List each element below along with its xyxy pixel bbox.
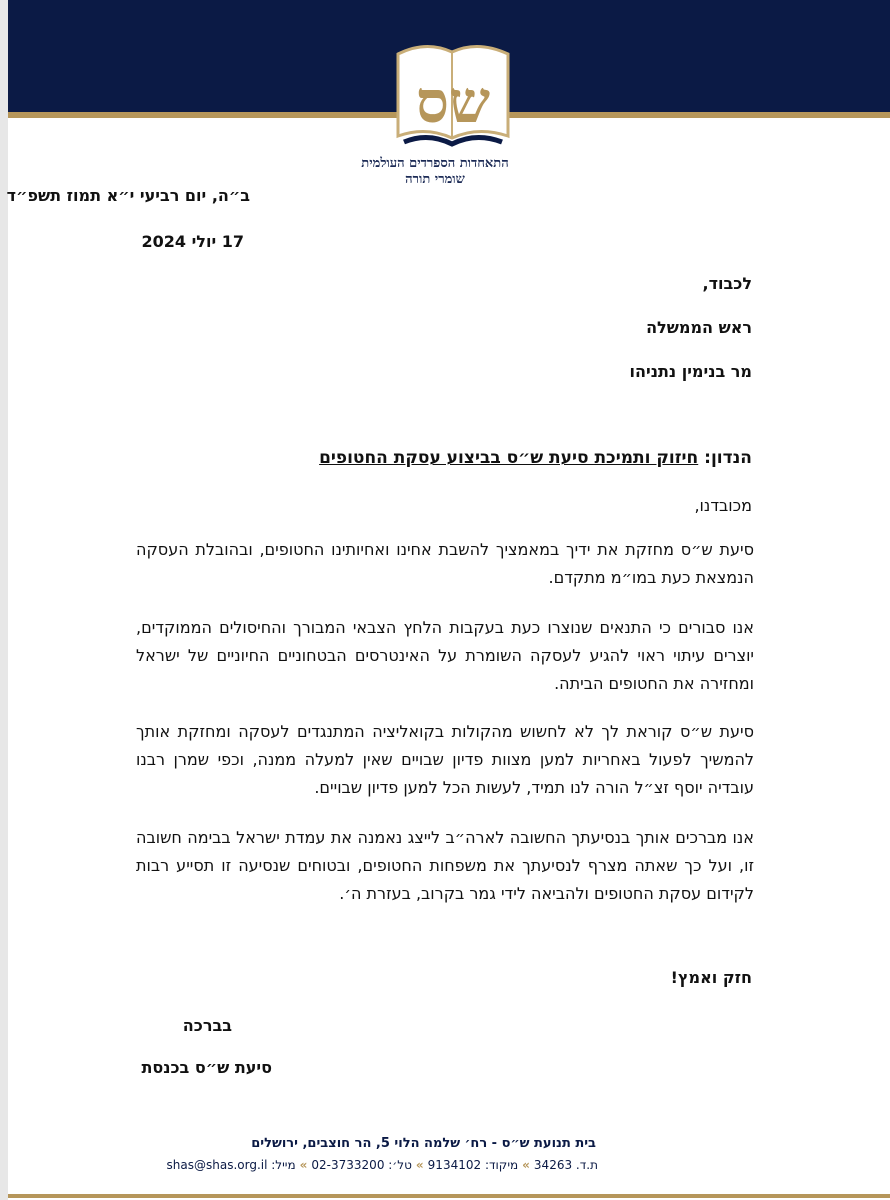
- subject-prefix: הנדון:: [704, 448, 752, 468]
- shas-logo: [388, 36, 518, 156]
- footer-email: מייל: shas@shas.org.il: [166, 1158, 296, 1172]
- greeting: מכובדנו,: [694, 496, 752, 515]
- footer-po-box: ת.ד. 34263: [533, 1158, 598, 1172]
- blessing: בברכה: [182, 1016, 232, 1035]
- page-edge: [0, 0, 8, 1200]
- footer-contact: [167, 1158, 598, 1172]
- recipient-name: מר בנימין נתניהו: [629, 362, 752, 381]
- recipient-title: ראש הממשלה: [646, 318, 752, 337]
- hebrew-date: ב״ה, יום רביעי י״א תמוז תשפ״ד: [6, 186, 250, 205]
- subject-text: חיזוק ותמיכת סיעת ש״ס בביצוע עסקת החטופים: [319, 448, 699, 468]
- body-paragraph: סיעת ש״ס קוראת לך לא לחשוש מהקולות בקואליציה המתנגדים לעסקה ומחזקת אותך להמשיך לפעול באחריות למען מצוות פדיון שבויים שאין למעלה ממנה, וכפי שמרן רבנו עובדיה יוסף זצ״ל הורה לנו תמיד, לעשות הכל למען פדיון שבויים.: [136, 722, 754, 797]
- footer-phone: טל׳: 02-3733200: [311, 1158, 412, 1172]
- body-paragraph: אנו סבורים כי התנאים שנוצרו כעת בעקבות הלחץ הצבאי המבורך והחיסולים הממוקדים, יוצרים עיתוי ראוי להגיע לעסקה השומרת על האינטרסים הבטחוניים החיוניים של ישראל ומחזירה את החטופים הביתה.: [136, 618, 754, 693]
- subject-line: [319, 448, 752, 468]
- separator-icon: »: [299, 1158, 308, 1172]
- footer-address: בית תנועת ש״ס - רח׳ שלמה הלוי 5, הר חוצבים, ירושלים: [251, 1136, 596, 1151]
- separator-icon: »: [415, 1158, 424, 1172]
- closing-line: חזק ואמץ!: [670, 968, 752, 987]
- footer-gold-stripe: [8, 1194, 890, 1198]
- signature: סיעת ש״ס בכנסת: [141, 1058, 272, 1077]
- footer-zip: מיקוד: 9134102: [427, 1158, 519, 1172]
- org-name-line1: התאחדות הספרדים העולמית: [361, 156, 509, 171]
- gregorian-date: 17 יולי 2024: [141, 232, 244, 251]
- org-name-line2: שומרי תורה: [405, 172, 465, 187]
- separator-icon: »: [522, 1158, 530, 1172]
- recipient-salutation: לכבוד,: [702, 274, 752, 293]
- body-paragraph: סיעת ש״ס מחזקת את ידיך במאמציך להשבת אחינו ואחיותינו החטופים, ובהובלת העסקה הנמצאת כעת במו״מ מתקדם.: [136, 540, 754, 587]
- body-paragraph: אנו מברכים אותך בנסיעתך החשובה לארה״ב לייצג נאמנה את עמדת ישראל בבימה חשובה זו, ועל כך שאתה מצרף לנסיעתך את משפחות החטופים, ובטוחים שנסיעה זו תסייע רבות לקידום עסקת החטופים ולהביאה לידי גמר בקרוב, בעזרת ה׳.: [136, 828, 754, 903]
- logo-letters: שס: [415, 68, 491, 136]
- org-name: [340, 156, 530, 188]
